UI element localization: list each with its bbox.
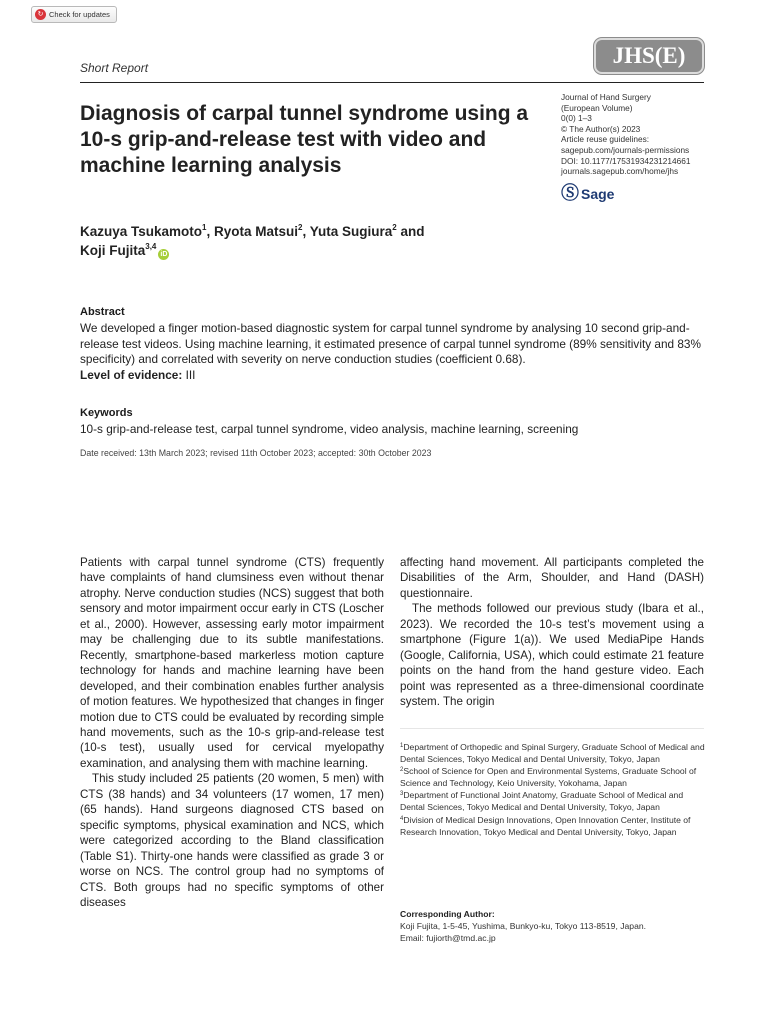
body-column-left	[80, 555, 384, 910]
keywords-heading: Keywords	[80, 407, 133, 419]
publisher-logo	[561, 185, 614, 203]
body-paragraph: Patients with carpal tunnel syndrome (CTS) frequently have complaints of hand clumsiness even without thenar atrophy. Nerve conduction studies (NCS) suggest that both sensory and motor impairment occur early in CTS (Loscher et al., 2000). However, assessing early motor impairment may be challenging due to its subtle manifestations. Recently, smartphone-based markerless motion capture technology for hands and machine learning have been developed, and their combination enables further analysis of motion features. We hypothesized that changes in finger motion due to CTS could be evaluated by recording simple hand movements, such as the 10-s grip-and-release test (10-s test), usually used for cervical myelopathy examination, and analysing them with machine learning.	[80, 556, 384, 770]
author-affiliation-mark: 1	[202, 223, 207, 232]
body-column-right	[400, 555, 704, 710]
author-name: Ryota Matsui	[214, 224, 299, 239]
level-of-evidence	[80, 368, 195, 382]
author-list: Kazuya Tsukamoto$^1$, Ryota Matsui$^2$, Yuta Sugiura$^2$ and Koji Fujita$^{3,4}$iD	[80, 223, 425, 258]
corresponding-author-address: Koji Fujita, 1-5-45, Yushima, Bunkyo-ku, Tokyo 113-8519, Japan.	[400, 921, 647, 932]
journal-info	[561, 92, 711, 177]
author-affiliation-mark: 2	[392, 223, 397, 232]
abstract-text: We developed a finger motion-based diagnostic system for carpal tunnel syndrome by analysing 10 second grip-and-release test videos. Using machine learning, it estimated presence of carpal tunnel syndrome (89% sensitivity and 83% specificity) and correlated with severity on nerve conduction studies (coefficient 0.68).	[80, 321, 701, 367]
level-of-evidence-value: III	[185, 368, 196, 382]
level-of-evidence-label: Level of evidence:	[80, 368, 183, 382]
header-rule	[80, 82, 704, 83]
article-type-label: Short Report	[80, 61, 149, 75]
author-affiliation-mark: 3,4	[145, 242, 157, 251]
journal-logo: JHS(E)	[594, 38, 704, 74]
corresponding-author	[400, 908, 710, 945]
abstract-heading: Abstract	[80, 306, 125, 318]
body-paragraph: The methods followed our previous study (Ibara et al., 2023). We recorded the 10-s test’s movement using a smartphone (Figure 1(a)). We used MediaPipe Hands (Google, California, USA), which could estimate 21 feature points on the hand from the hand gesture video. Each point was represented as a three-dimensional coordinate system. The origin	[400, 602, 704, 709]
update-circle-icon: ↻	[35, 9, 46, 20]
check-for-updates-label: Check for updates	[49, 10, 110, 19]
affiliation-item: $^4$Division of Medical Design Innovations, Open Innovation Center, Institute of Research Innovation, Tokyo Medical and Dental University, Tokyo, Japan	[400, 814, 691, 837]
journal-homepage-link[interactable]: journals.sagepub.com/home/jhs	[561, 166, 679, 177]
body-paragraph: affecting hand movement. All participants completed the Disabilities of the Arm, Shoulder, and Hand (DASH) questionnaire.	[400, 556, 704, 600]
author-name: Yuta Sugiura	[309, 224, 393, 239]
reuse-label: Article reuse guidelines:	[561, 134, 650, 145]
author-affiliation-mark: 2	[298, 223, 303, 232]
check-for-updates-badge[interactable]	[31, 6, 117, 23]
author-name: Koji Fujita	[80, 243, 146, 258]
author-name: Kazuya Tsukamoto	[80, 224, 203, 239]
affiliations	[400, 741, 710, 838]
doi-link[interactable]: DOI: 10.1177/17531934231214661	[561, 155, 691, 166]
body-paragraph: This study included 25 patients (20 women, 5 men) with CTS (38 hands) and 34 volunteers (17 women, 17 men) (65 hands). Hand surgeons diagnosed CTS based on specific symptoms, physical examination and NCS, which were categorized according to the Bland classification (Table S1). Thirty-one hands were classified as grade 3 or worse on NCS. The control group had no symptoms of CTS. Both groups had no specific symptoms of other diseases	[80, 772, 384, 909]
keywords-text: 10-s grip-and-release test, carpal tunnel syndrome, video analysis, machine learning, screening	[80, 422, 579, 436]
footnote-divider	[400, 728, 704, 729]
orcid-icon[interactable]: iD	[160, 251, 168, 258]
affiliation-item: $^1$Department of Orthopedic and Spinal Surgery, Graduate School of Medical and Dental Sciences, Tokyo Medical and Dental University, Tokyo, Japan	[400, 742, 705, 765]
copyright: © The Author(s) 2023	[561, 123, 641, 134]
permissions-link[interactable]: sagepub.com/journals-permissions	[561, 144, 690, 155]
article-title: Diagnosis of carpal tunnel syndrome using a 10-s grip-and-release test with video and machine learning analysis	[80, 102, 529, 177]
affiliation-item: $^2$School of Science for Open and Environmental Systems, Graduate School of Science and Technology, Keio University, Yokohama, Japan	[400, 766, 697, 789]
corresponding-author-email[interactable]: Email: fujiorth@tmd.ac.jp	[400, 933, 496, 944]
publisher-name: Sage	[581, 186, 615, 202]
affiliation-item: $^3$Department of Functional Joint Anatomy, Graduate School of Medical and Dental Sciences, Tokyo Medical and Dental University, Tokyo, Japan	[400, 790, 684, 813]
journal-issue: 0(0) 1–3	[561, 113, 592, 124]
corresponding-author-heading: Corresponding Author:	[400, 909, 495, 919]
journal-volume-name: (European Volume)	[561, 102, 633, 113]
journal-name: Journal of Hand Surgery	[561, 92, 651, 102]
sage-s-icon: Ⓢ	[561, 183, 579, 204]
article-dates: Date received: 13th March 2023; revised 11th October 2023; accepted: 30th October 2023	[80, 448, 432, 458]
